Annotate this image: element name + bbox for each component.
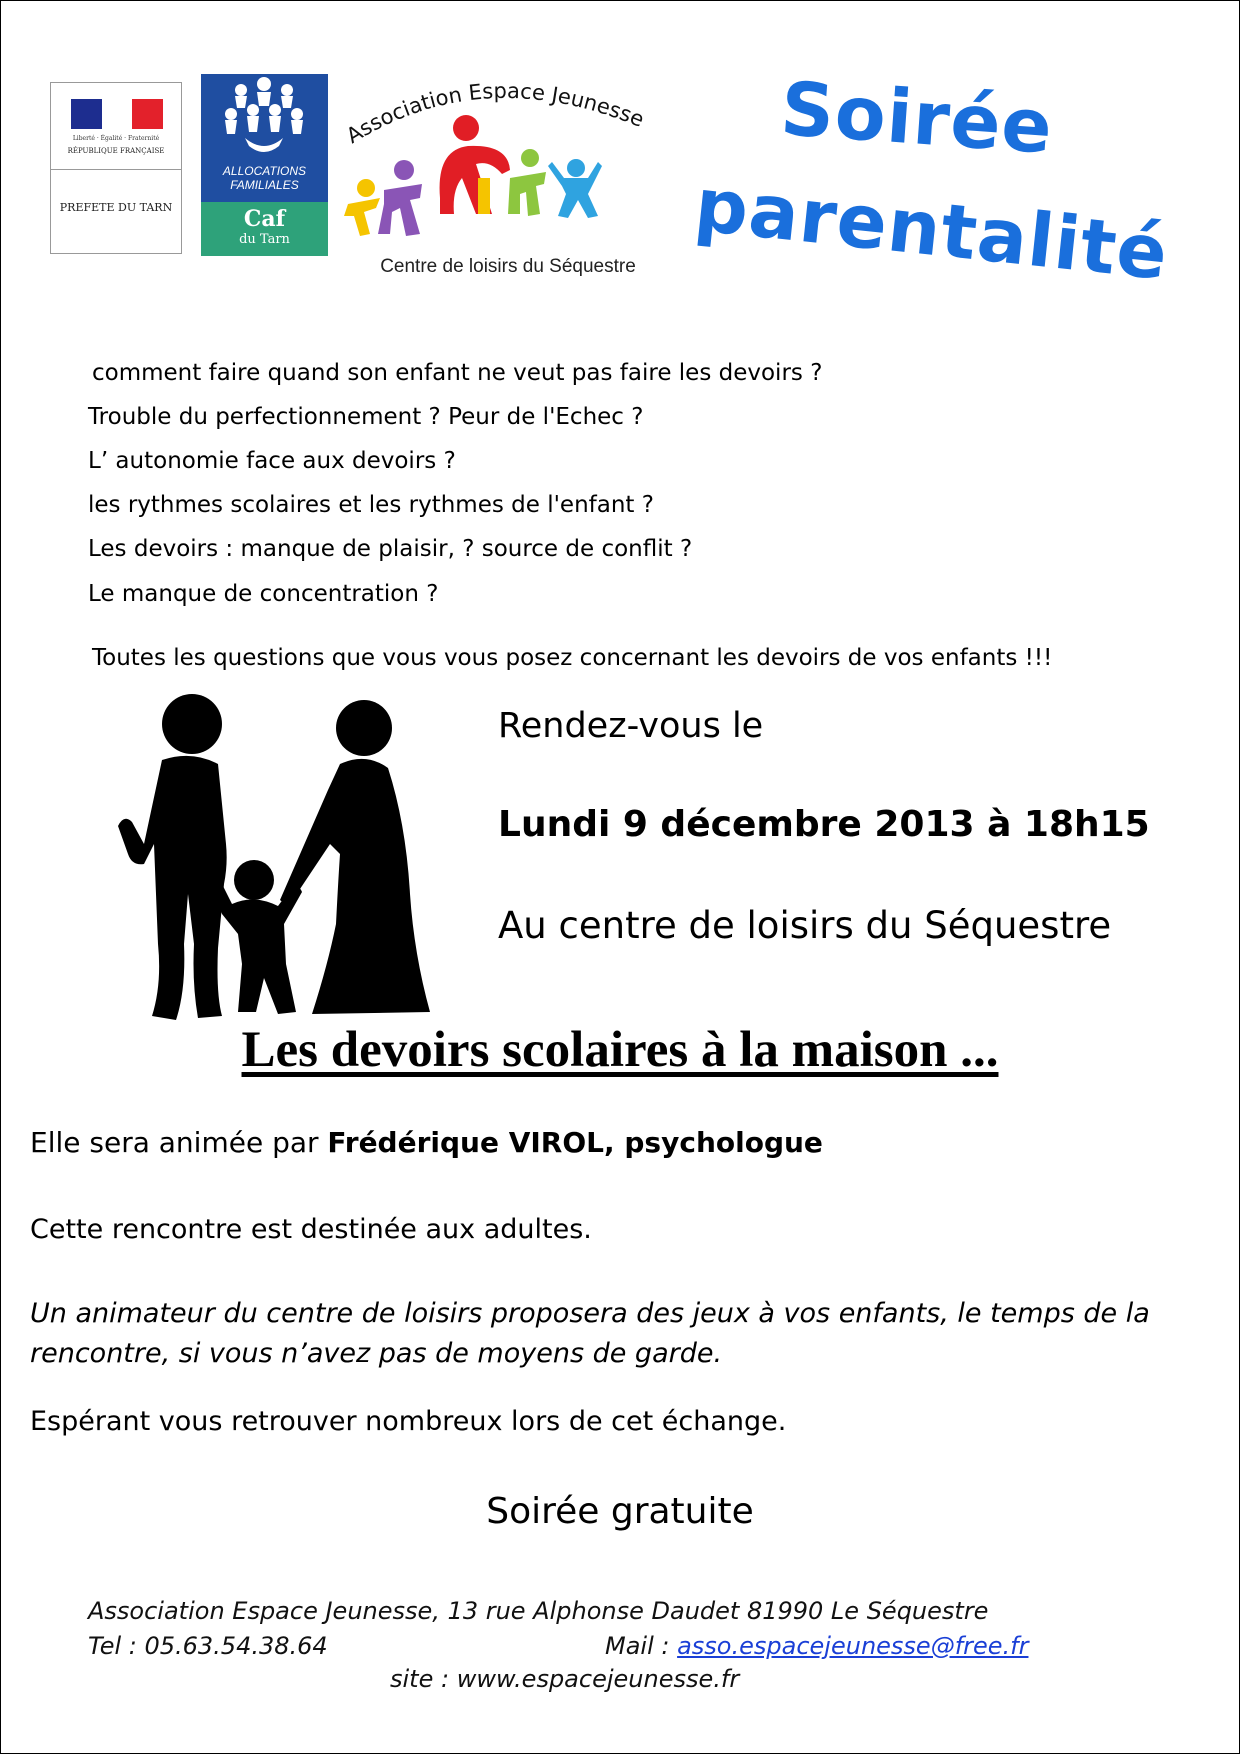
prefecture-logo <box>50 82 182 254</box>
headline-line1: Soirée <box>778 66 1056 171</box>
meeting-intro: Rendez-vous le <box>498 706 764 746</box>
association-figures-icon <box>340 66 670 256</box>
summary-text: Toutes les questions que vous vous posez concernant les devoirs de vos enfants !!! <box>92 645 1053 671</box>
audience-text: Cette rencontre est destinée aux adultes. <box>30 1214 592 1245</box>
family-silhouette-icon <box>114 694 436 1024</box>
question-item: Le manque de concentration ? <box>88 581 439 607</box>
free-label: Soirée gratuite <box>486 1491 754 1532</box>
french-flag-icon <box>71 99 163 129</box>
association-arc-text: Association Espace Jeunesse <box>342 78 648 149</box>
caf-logo <box>201 74 328 256</box>
question-item: les rythmes scolaires et les rythmes de l'enfant ? <box>88 492 654 518</box>
question-item: Les devoirs : manque de plaisir, ? source de conflit ? <box>88 536 693 562</box>
association-subtitle: Centre de loisirs du Séquestre <box>380 256 636 277</box>
caf-region: du Tarn <box>239 232 290 247</box>
caf-line1: ALLOCATIONS <box>222 164 307 178</box>
caf-family-icon <box>201 74 328 164</box>
speaker-line <box>30 1126 823 1159</box>
caf-logo-top <box>201 74 328 202</box>
footer-address: Association Espace Jeunesse, 13 rue Alphonse Daudet 81990 Le Séquestre <box>88 1597 989 1625</box>
association-logo <box>340 66 670 291</box>
caf-name: Caf <box>243 206 286 232</box>
prefecture-republic: RÉPUBLIQUE FRANÇAISE <box>67 147 165 155</box>
closing-text: Espérant vous retrouver nombreux lors de cet échange. <box>30 1406 787 1437</box>
footer-site: site : www.espacejeunesse.fr <box>390 1665 740 1693</box>
footer-mail <box>605 1632 1028 1660</box>
caf-allocations-text <box>201 164 328 192</box>
prefecture-name: PREFETE DU TARN <box>59 201 173 214</box>
speaker-name: Frédérique VIROL, psychologue <box>327 1126 823 1159</box>
caf-line2: FAMILIALES <box>230 178 299 192</box>
headline-line2: parentalité <box>691 162 1173 298</box>
svg-text:Association Espace Jeunesse <box>342 79 647 148</box>
childcare-text: Un animateur du centre de loisirs proposera des jeux à vos enfants, le temps de la rencontre, si vous n’avez pas de moyens de garde. <box>30 1298 1150 1369</box>
question-item: Trouble du perfectionnement ? Peur de l'Echec ? <box>88 404 644 430</box>
footer-mail-label: Mail : <box>605 1632 678 1660</box>
speaker-prefix: Elle sera animée par <box>30 1126 328 1159</box>
question-item: L’ autonomie face aux devoirs ? <box>88 448 456 474</box>
footer-tel: Tel : 05.63.54.38.64 <box>88 1632 328 1660</box>
meeting-place: Au centre de loisirs du Séquestre <box>498 904 1112 947</box>
meeting-date: Lundi 9 décembre 2013 à 18h15 <box>498 804 1150 845</box>
email-link[interactable]: asso.espacejeunesse@free.fr <box>677 1632 1029 1660</box>
prefecture-motto: Liberté · Égalité · Fraternité <box>72 135 160 142</box>
main-title: Les devoirs scolaires à la maison ... <box>241 1022 999 1078</box>
prefecture-flag-box <box>51 83 181 170</box>
question-item: comment faire quand son enfant ne veut pas faire les devoirs ? <box>92 360 823 386</box>
